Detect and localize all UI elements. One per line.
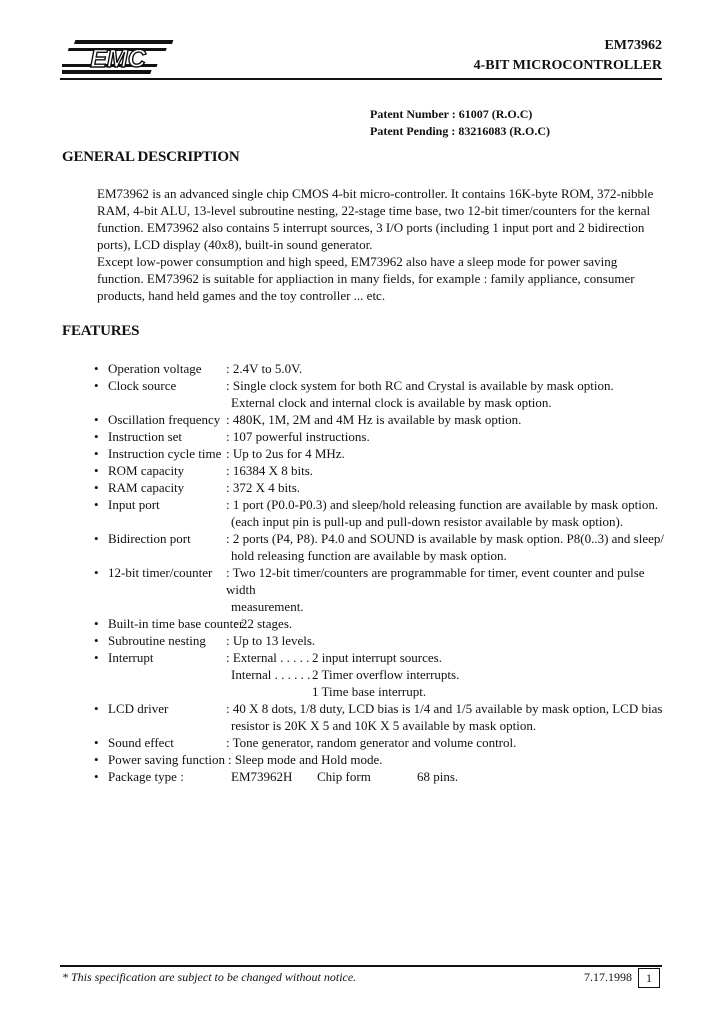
feature-value-continued: (each input pin is pull-up and pull-down resistor available by mask option). — [231, 514, 624, 529]
feature-rom-capacity — [94, 462, 674, 479]
feature-label: Power saving function — [108, 752, 225, 767]
interrupt-source-desc: 1 Time base interrupt. — [312, 684, 427, 699]
feature-label: Built-in time base counter — [108, 616, 244, 631]
header-rule — [60, 78, 662, 80]
feature-value: : Up to 13 levels. — [226, 633, 316, 648]
feature-lcd-driver — [94, 700, 674, 734]
bullet: • — [94, 446, 99, 461]
features-heading: FEATURES — [62, 323, 140, 339]
feature-oscillation-frequency — [94, 411, 674, 428]
feature-label: Oscillation frequency — [108, 412, 221, 427]
bullet: • — [94, 531, 99, 546]
feature-label: Subroutine nesting — [108, 633, 206, 648]
feature-subroutine-nesting — [94, 632, 674, 649]
package-pins: 68 pins. — [417, 769, 459, 784]
bullet: • — [94, 463, 99, 478]
general-description-heading: GENERAL DESCRIPTION — [62, 149, 240, 165]
bullet: • — [94, 701, 99, 716]
bullet: • — [94, 378, 99, 393]
bullet: • — [94, 361, 99, 376]
features-list — [94, 360, 674, 785]
package-info — [231, 768, 674, 785]
logo-text: EMC — [90, 45, 146, 73]
interrupt-line-3 — [231, 683, 674, 700]
package-model: EM73962H — [231, 769, 293, 784]
feature-value: : Up to 2us for 4 MHz. — [226, 446, 345, 461]
patent-number: Patent Number : 61007 (R.O.C) — [370, 107, 533, 121]
bullet: • — [94, 752, 99, 767]
interrupt-source-desc: 2 Timer overflow interrupts. — [312, 667, 460, 682]
feature-label: RAM capacity — [108, 480, 185, 495]
bullet: • — [94, 616, 99, 631]
description-paragraph-2: Except low-power consumption and high speed, EM73962 also have a sleep mode for power saving function. EM73962 is suitable for appliaction in many fields, for example : family appliance, consumer products, hand held games and the toy controller ... etc. — [97, 254, 635, 303]
feature-value: : 372 X 4 bits. — [226, 480, 301, 495]
feature-value: : 40 X 8 dots, 1/8 duty, LCD bias is 1/4 and 1/5 available by mask option, LCD bias — [226, 701, 663, 716]
footer-date: 7.17.1998 — [584, 970, 632, 984]
feature-value: : Single clock system for both RC and Crystal is available by mask option. — [226, 378, 614, 393]
part-number: EM73962 — [604, 38, 662, 53]
feature-timer-counter — [94, 564, 674, 615]
feature-label: Input port — [108, 497, 160, 512]
feature-label: Instruction set — [108, 429, 183, 444]
feature-value: : 16384 X 8 bits. — [226, 463, 314, 478]
feature-ram-capacity — [94, 479, 674, 496]
feature-label: Package type : — [108, 769, 184, 784]
bullet: • — [94, 650, 99, 665]
emc-logo — [62, 38, 174, 76]
feature-power-saving — [94, 751, 674, 768]
feature-label: Bidirection port — [108, 531, 191, 546]
feature-value: : Sleep mode and Hold mode. — [228, 752, 383, 767]
feature-label: Operation voltage — [108, 361, 202, 376]
feature-value: : 107 powerful instructions. — [226, 429, 370, 444]
bullet: • — [94, 633, 99, 648]
feature-value: : 22 stages. — [234, 616, 293, 631]
interrupt-source-type: : External . . . . . — [226, 650, 310, 665]
feature-package-type — [94, 768, 674, 785]
feature-bidirection-port — [94, 530, 674, 564]
bullet: • — [94, 735, 99, 750]
bullet: • — [94, 565, 99, 580]
feature-value: : Two 12-bit timer/counters are programmable for timer, event counter and pulse width — [226, 565, 645, 597]
general-description — [97, 185, 667, 304]
bullet: • — [94, 412, 99, 427]
feature-label: LCD driver — [108, 701, 169, 716]
feature-label: ROM capacity — [108, 463, 185, 478]
feature-label: 12-bit timer/counter — [108, 565, 213, 580]
feature-value: : 1 port (P0.0-P0.3) and sleep/hold releasing function are available by mask option. — [226, 497, 659, 512]
bullet: • — [94, 429, 99, 444]
footer-rule — [60, 965, 662, 967]
interrupt-line-2 — [231, 666, 674, 683]
feature-time-base-counter — [94, 615, 674, 632]
patent-pending: Patent Pending : 83216083 (R.O.C) — [370, 124, 550, 138]
feature-interrupt — [94, 649, 674, 700]
feature-clock-source — [94, 377, 674, 411]
feature-value: : 480K, 1M, 2M and 4M Hz is available by mask option. — [226, 412, 522, 427]
page-number: 1 — [638, 968, 660, 988]
feature-label: Interrupt — [108, 650, 154, 665]
feature-label: Instruction cycle time — [108, 446, 222, 461]
package-form: Chip form — [317, 769, 371, 784]
feature-operation-voltage — [94, 360, 674, 377]
feature-value-continued: External clock and internal clock is available by mask option. — [231, 395, 552, 410]
interrupt-source-type: Internal . . . . . . — [231, 667, 311, 682]
interrupt-source-desc: 2 input interrupt sources. — [312, 650, 442, 665]
feature-value: : 2.4V to 5.0V. — [226, 361, 303, 376]
document-subtitle: 4-BIT MICROCONTROLLER — [473, 58, 662, 73]
feature-label: Sound effect — [108, 735, 174, 750]
bullet: • — [94, 497, 99, 512]
interrupt-line-1 — [226, 649, 674, 666]
feature-value-continued: resistor is 20K X 5 and 10K X 5 available by mask option. — [231, 718, 537, 733]
feature-value-continued: measurement. — [231, 599, 304, 614]
description-paragraph-1: EM73962 is an advanced single chip CMOS 4-bit micro-controller. It contains 16K-byte ROM, 372-nibble RAM, 4-bit ALU, 13-level subroutine nesting, 22-stage time base, two 12-bit timer/counters for the kernal function. EM73962 also contains 5 interrupt sources, 3 I/O ports (including 1 input port and 2 bidirection ports), LCD display (40x8), built-in sound generator. — [97, 186, 654, 252]
bullet: • — [94, 480, 99, 495]
feature-input-port — [94, 496, 674, 530]
feature-instruction-cycle-time — [94, 445, 674, 462]
bullet: • — [94, 769, 99, 784]
feature-instruction-set — [94, 428, 674, 445]
feature-label: Clock source — [108, 378, 177, 393]
feature-value-continued: hold releasing function are available by mask option. — [231, 548, 507, 563]
feature-value: : 2 ports (P4, P8). P4.0 and SOUND is available by mask option. P8(0..3) and sleep/ — [226, 531, 664, 546]
feature-sound-effect — [94, 734, 674, 751]
footer-note: * This specification are subject to be changed without notice. — [62, 970, 357, 984]
feature-value: : Tone generator, random generator and volume control. — [226, 735, 517, 750]
